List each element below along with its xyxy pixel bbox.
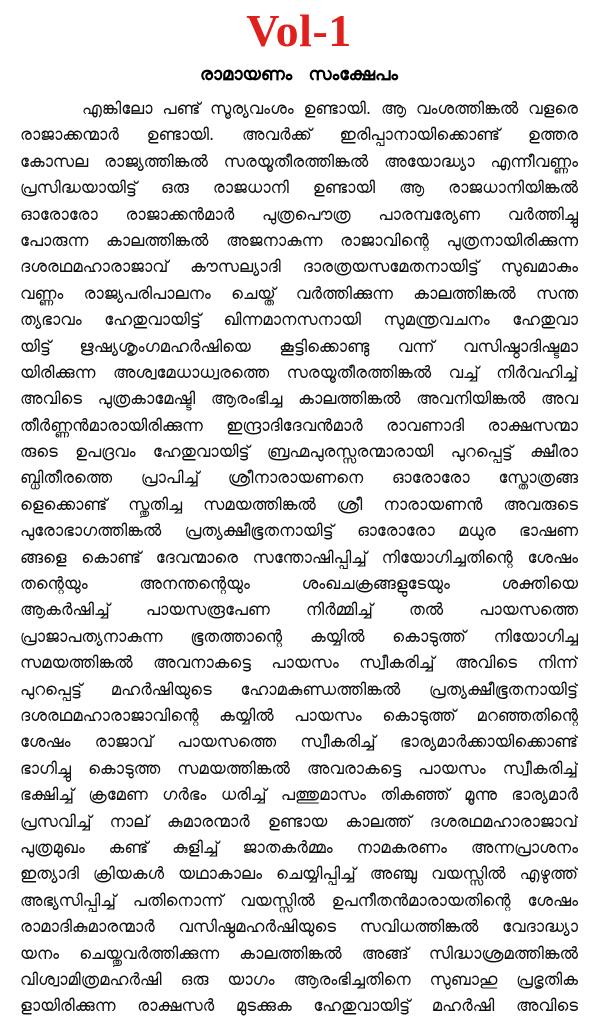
text-line: പ്രാജാപത്യനാകുന്ന ഭൂതത്താന്റെ കയ്യിൽ കൊടുത്ത് നിയോഗിച്ച: [20, 626, 578, 646]
text-line: വണ്ണം രാജ്യപരിപാലനം ചെയ്ത് വർത്തിക്കുന്ന കാലത്തിങ്കൽ സന്ത: [20, 283, 578, 303]
text-line: യിരിക്കുന്ന അശ്വമേധാധ്വരത്തെ സരയൂതീരത്തിങ്കൽ വച്ച് നിർവഹിച്ച്: [20, 362, 578, 382]
text-line: ളായിരിക്കുന്ന രാക്ഷസർ മുടക്കുക ഹേതുവായിട്ട് മഹർഷി അവിടെ: [20, 996, 578, 1016]
text-line: യനം ചെയ്തുവർത്തിക്കുന്ന കാലത്തിങ്കൽ അങ്ങ് സിദ്ധാശ്രമത്തിങ്കൽ: [20, 943, 578, 963]
volume-heading: Vol-1: [246, 5, 352, 56]
text-line: രുടെ ഉപദ്രവം ഹേതുവായിട്ട് ബ്രഹ്മപുരസ്സരന്മാരായി പുറപ്പെട്ട് ക്ഷീരാ: [20, 442, 578, 462]
text-line: സമയത്തിങ്കൽ അവനാകട്ടെ പായസം സ്വീകരിച്ച് അവിടെ നിന്ന്: [20, 653, 578, 673]
body-text: [20, 96, 578, 1020]
text-line: ബ്ധിതീരത്തെ പ്രാപിച്ച് ശ്രീനാരായണനെ ഓരോരോ സ്തോത്രങ്ങ: [20, 468, 578, 488]
text-line: വിശ്വാമിത്രമഹർഷി ഒരു യാഗം ആരംഭിച്ചതിനെ സുബാഹു പ്രഭൃതിക: [20, 969, 578, 989]
text-line: പുരോഭാഗത്തിങ്കൽ പ്രത്യക്ഷീഭൂതനായിട്ട് ഓരോരോ മധുര ഭാഷണ: [20, 521, 578, 541]
text-line: ആകർഷിച്ച് പായസരൂപേണ നിർമ്മിച്ച് തൽ പായസത്തെ: [20, 600, 578, 620]
text-line: തീർണ്ണൻമാരായിരിക്കുന്ന ഇന്ദ്രാദിദേവൻമാർ രാവണാദി രാക്ഷസന്മാ: [20, 415, 578, 435]
text-line: അവിടെ പുത്രകാമേഷ്ടി ആരംഭിച്ച കാലത്തിങ്കൽ അവനിയിങ്കൽ അവ: [20, 389, 578, 409]
text-line: ഇത്യാദി ക്രിയകൾ യഥാകാലം ചെയ്യിപ്പിച്ച് അഞ്ചു വയസ്സിൽ എഴുത്ത്: [20, 864, 578, 884]
text-line: തന്റെയും അനന്തന്റെയും ശംഖചക്രങ്ങളുടേയും ശക്തിയെ: [20, 574, 578, 594]
text-line: ത്യഭാവം ഹേതുവായിട്ട് ഖിന്നമാനസനായി സുമന്ത്രവചനം ഹേതുവാ: [20, 310, 578, 330]
text-line: ദശരഥമഹാരാജാവിന്റെ കയ്യിൽ പായസം കൊടുത്ത് മറഞ്ഞതിന്റെ: [20, 705, 578, 725]
text-line: അഭ്യസിപ്പിച്ച് പതിനൊന്ന് വയസ്സിൽ ഉപനീതൻമാരായതിന്റെ ശേഷം: [20, 890, 578, 910]
text-line: പുറപ്പെട്ട് മഹർഷിയുടെ ഹോമകുണ്ഡത്തിങ്കൽ പ്രത്യക്ഷീഭൂതനായിട്ട്: [20, 679, 578, 699]
text-line: രാജാക്കന്മാർ ഉണ്ടായി. അവർക്ക് ഇരിപ്പാനായിക്കൊണ്ട് ഉത്തര: [20, 125, 578, 145]
text-line: യിട്ട് ഋഷ്യശൃംഗമഹർഷിയെ കൂട്ടിക്കൊണ്ടു വന്ന് വസിഷ്ഠാദിഷ്ടമാ: [20, 336, 578, 356]
text-line: എങ്കിലോ പണ്ട് സൂര്യവംശം ഉണ്ടായി. ആ വംശത്തിങ്കൽ വളരെ: [82, 99, 578, 118]
text-line: ദശരഥമഹാരാജാവ് കൗസല്യാദി ദാരത്രയസമേതനായിട്ട് സുഖമാകും: [20, 257, 578, 277]
text-line: പോരുന്ന കാലത്തിങ്കൽ അജനാകുന്ന രാജാവിന്റെ പുത്രനായിരിക്കുന്ന: [20, 230, 578, 250]
text-line: പുത്രമുഖം കണ്ട് കുളിച്ച് ജാതകർമ്മം നാമകരണം അന്നപ്രാശനം: [20, 837, 578, 857]
text-line: ഭക്ഷിച്ച് ക്രമേണ ഗർഭം ധരിച്ച് പത്തുമാസം തികഞ്ഞ് മൂന്നു ഭാര്യമാർ: [20, 785, 578, 805]
text-line: പ്രസിദ്ധയായിട്ട് ഒരു രാജധാനി ഉണ്ടായി ആ രാജധാനിയിങ്കൽ: [20, 178, 578, 198]
text-line: ങ്ങളെ കൊണ്ട് ദേവന്മാരെ സന്തോഷിപ്പിച്ച് നിയോഗിച്ചതിന്റെ ശേഷം: [20, 547, 578, 567]
text-line: ശേഷം രാജാവ് പായസത്തെ സ്വീകരിച്ച് ഭാര്യമാർക്കായിക്കൊണ്ട്: [20, 732, 578, 752]
chapter-title: രാമായണം സംക്ഷേപം: [200, 64, 398, 85]
text-line: ളെക്കൊണ്ട് സ്തുതിച്ച സമയത്തിങ്കൽ ശ്രീ നാരായണൻ അവരുടെ: [20, 494, 578, 514]
text-line: പ്രസവിച്ച് നാല് കുമാരന്മാർ ഉണ്ടായ കാലത്ത് ദശരഥമഹാരാജാവ്: [20, 811, 578, 831]
text-line: ഭാഗിച്ചു കൊടുത്ത സമയത്തിങ്കൽ അവരാകട്ടെ പായസം സ്വീകരിച്ച്: [20, 758, 578, 778]
text-line: രാമാദികുമാരന്മാർ വസിഷ്ഠമഹർഷിയുടെ സവിധത്തിങ്കൽ വേദാദ്ധ്യാ: [20, 917, 578, 937]
text-line: ഓരോരോ രാജാക്കൻമാർ പുത്രപൌത്ര പാരമ്പര്യേണ വർത്തിച്ചു: [20, 204, 578, 224]
text-line: കോസല രാജ്യത്തിങ്കൽ സരയൂതീരത്തിങ്കൽ അയോദ്ധ്യാ എന്നീവണ്ണം: [20, 151, 578, 171]
